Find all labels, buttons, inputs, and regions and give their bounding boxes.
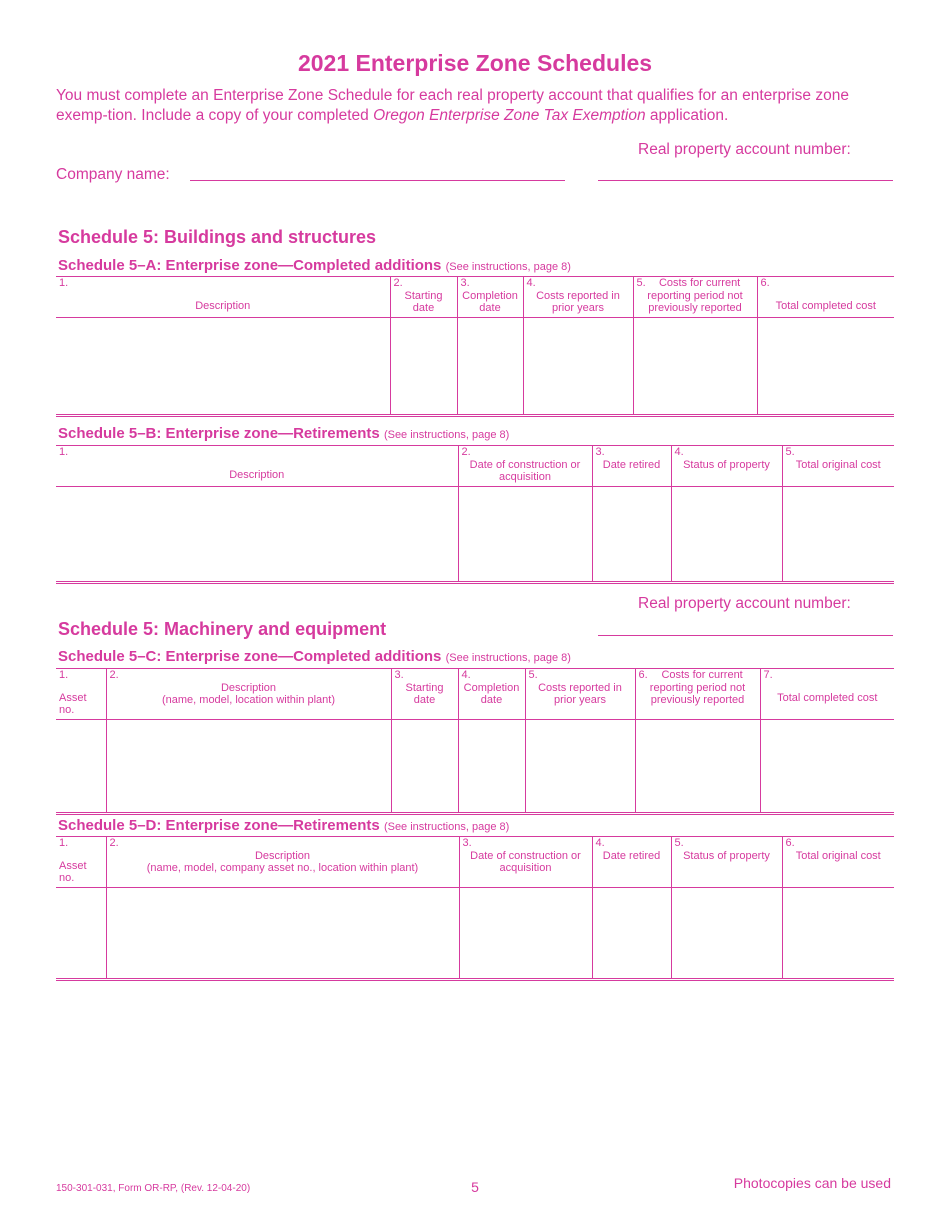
schedule-5a-see-instructions: (See instructions, page 8) <box>445 261 571 273</box>
s5a-cell-completion-date[interactable] <box>457 317 523 415</box>
s5b-cell-description[interactable] <box>56 486 458 582</box>
photocopies-note: Photocopies can be used <box>733 1175 891 1191</box>
schedule-5c-see-instructions: (See instructions, page 8) <box>445 652 571 664</box>
section-buildings-heading: Schedule 5: Buildings and structures <box>58 227 377 247</box>
s5a-col-completion-date: 3. Completion date <box>457 277 523 318</box>
s5c-col-description: 2. Description (name, model, location within plant) <box>106 669 391 720</box>
schedule-5b-heading <box>58 425 509 442</box>
intro-part2: application. <box>645 107 729 124</box>
schedule-5b-table <box>56 445 894 584</box>
s5d-col-total-cost: 6. Total original cost <box>782 837 894 888</box>
schedule-5d-title: Schedule 5–D: Enterprise zone—Retirements <box>58 817 380 834</box>
intro-part1: You must complete an Enterprise Zone Schedule for each real property account that qualifies for an enterprise zone exemp-tion. Include a copy of your completed <box>56 87 849 124</box>
s5b-col-status: 4. Status of property <box>671 446 782 487</box>
s5a-cell-starting-date[interactable] <box>390 317 457 415</box>
schedule-5b-title: Schedule 5–B: Enterprise zone—Retirements <box>58 425 380 442</box>
schedule-5b-see-instructions: (See instructions, page 8) <box>383 429 510 441</box>
s5c-cell-description[interactable] <box>106 719 391 813</box>
schedule-5a-heading <box>58 257 571 274</box>
s5b-cell-date-retired[interactable] <box>592 486 671 582</box>
s5c-col-asset-no: 1. Asset no. <box>56 669 106 720</box>
s5d-cell-asset-no[interactable] <box>56 887 106 979</box>
s5b-cell-status[interactable] <box>671 486 782 582</box>
s5d-cell-description[interactable] <box>106 887 459 979</box>
s5b-col-date-retired: 3. Date retired <box>592 446 671 487</box>
s5d-col-date-retired: 4. Date retired <box>592 837 671 888</box>
company-name-label: Company name: <box>56 166 170 183</box>
schedule-5c-title: Schedule 5–C: Enterprise zone—Completed additions <box>58 648 442 665</box>
schedule-5d-table <box>56 836 894 981</box>
s5b-col-total-cost: 5. Total original cost <box>782 446 894 487</box>
s5d-col-date-construction: 3. Date of construction or acquisition <box>459 837 592 888</box>
schedule-5c-heading <box>58 648 571 665</box>
s5a-col-description: 1. Description <box>56 277 390 318</box>
s5b-col-date-construction: 2. Date of construction or acquisition <box>458 446 592 487</box>
schedule-5a-title: Schedule 5–A: Enterprise zone—Completed additions <box>58 257 442 274</box>
s5c-cell-starting-date[interactable] <box>391 719 458 813</box>
s5c-col-costs-prior: 5. Costs reported in prior years <box>525 669 635 720</box>
s5a-col-costs-current: 5. Costs for current reporting period not previously reported <box>633 277 757 318</box>
s5a-cell-costs-current[interactable] <box>633 317 757 415</box>
s5d-cell-date-retired[interactable] <box>592 887 671 979</box>
s5d-cell-date-construction[interactable] <box>459 887 592 979</box>
s5c-col-total-cost: 7. Total completed cost <box>760 669 894 720</box>
account-number-label-2: Real property account number: <box>638 595 851 612</box>
account-number-field[interactable] <box>598 180 893 181</box>
s5c-cell-costs-current[interactable] <box>635 719 760 813</box>
schedule-5d-heading <box>58 817 509 834</box>
s5b-cell-total-cost[interactable] <box>782 486 894 582</box>
page-title: 2021 Enterprise Zone Schedules <box>297 50 653 76</box>
intro-italic: Oregon Enterprise Zone Tax Exemption <box>373 107 646 124</box>
schedule-5a-table <box>56 276 894 417</box>
schedule-5c-table <box>56 668 894 815</box>
s5a-col-total-cost: 6. Total completed cost <box>757 277 894 318</box>
s5d-col-asset-no: 1. Asset no. <box>56 837 106 888</box>
company-name-field[interactable] <box>190 180 565 181</box>
s5c-cell-asset-no[interactable] <box>56 719 106 813</box>
s5c-cell-costs-prior[interactable] <box>525 719 635 813</box>
s5c-col-completion-date: 4. Completion date <box>458 669 525 720</box>
s5d-col-status: 5. Status of property <box>671 837 782 888</box>
intro-text <box>56 86 901 126</box>
s5d-cell-total-cost[interactable] <box>782 887 894 979</box>
account-number-field-2[interactable] <box>598 635 893 636</box>
s5a-cell-costs-prior[interactable] <box>523 317 633 415</box>
s5c-col-starting-date: 3. Starting date <box>391 669 458 720</box>
section-machinery-heading: Schedule 5: Machinery and equipment <box>58 619 387 639</box>
s5b-cell-date-construction[interactable] <box>458 486 592 582</box>
s5d-cell-status[interactable] <box>671 887 782 979</box>
page-number: 5 <box>471 1179 479 1195</box>
s5c-cell-completion-date[interactable] <box>458 719 525 813</box>
s5b-col-description: 1. Description <box>56 446 458 487</box>
s5a-cell-description[interactable] <box>56 317 390 415</box>
s5c-cell-total-cost[interactable] <box>760 719 894 813</box>
s5a-col-starting-date: 2. Starting date <box>390 277 457 318</box>
schedule-5d-see-instructions: (See instructions, page 8) <box>383 821 510 833</box>
s5a-cell-total-cost[interactable] <box>757 317 894 415</box>
s5a-col-costs-prior: 4. Costs reported in prior years <box>523 277 633 318</box>
s5c-col-costs-current: 6. Costs for current reporting period not previously reported <box>635 669 760 720</box>
s5d-col-description: 2. Description (name, model, company asset no., location within plant) <box>106 837 459 888</box>
form-id: 150-301-031, Form OR-RP, (Rev. 12-04-20) <box>56 1183 251 1194</box>
account-number-label: Real property account number: <box>638 141 851 158</box>
